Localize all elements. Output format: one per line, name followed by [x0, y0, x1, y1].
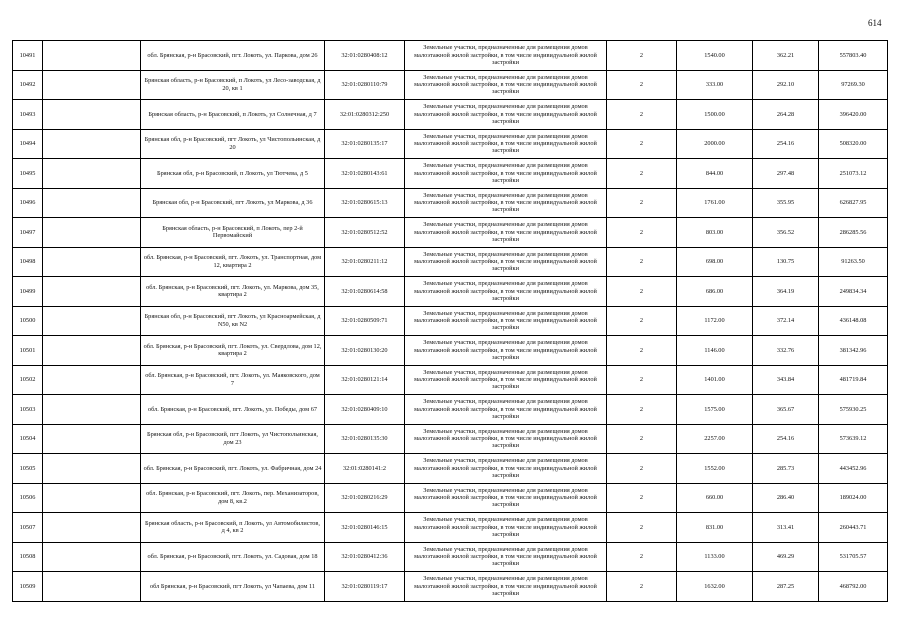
area-cell: 1172.00	[677, 306, 753, 336]
empty-cell	[43, 365, 141, 395]
specific-value-cell: 356.52	[753, 218, 819, 248]
specific-value-cell: 285.73	[753, 454, 819, 484]
category-cell: 2	[607, 277, 677, 307]
empty-cell	[43, 424, 141, 454]
empty-cell	[43, 247, 141, 277]
category-cell: 2	[607, 454, 677, 484]
empty-cell	[43, 306, 141, 336]
table-row	[13, 100, 888, 130]
row-number: 10493	[13, 100, 43, 130]
area-cell: 698.00	[677, 247, 753, 277]
address-cell: Брянская обл, р-н Брасовский, п Локоть, ул Тютчева, д 5	[141, 159, 325, 189]
row-number: 10506	[13, 483, 43, 513]
specific-value-cell: 254.16	[753, 424, 819, 454]
empty-cell	[43, 483, 141, 513]
address-cell: обл Брянская, р-н Брасовский, пгт Локоть, ул Чапаева, дом 11	[141, 572, 325, 602]
category-cell: 2	[607, 542, 677, 572]
empty-cell	[43, 513, 141, 543]
cadastral-number-cell: 32:01:0280119:17	[325, 572, 405, 602]
cadastral-number-cell: 32:01:0280130:20	[325, 336, 405, 366]
cadastral-number-cell: 32:01:0280141:2	[325, 454, 405, 484]
table-row	[13, 542, 888, 572]
specific-value-cell: 469.29	[753, 542, 819, 572]
area-cell: 1401.00	[677, 365, 753, 395]
permitted-use-cell: Земельные участки, предназначенные для размещения домов малоэтажной жилой застройки, в том числе индивидуальной жилой застройки	[405, 277, 607, 307]
permitted-use-cell: Земельные участки, предназначенные для размещения домов малоэтажной жилой застройки, в том числе индивидуальной жилой застройки	[405, 542, 607, 572]
permitted-use-cell: Земельные участки, предназначенные для размещения домов малоэтажной жилой застройки, в том числе индивидуальной жилой застройки	[405, 218, 607, 248]
cadastral-number-cell: 32:01:0280135:30	[325, 424, 405, 454]
specific-value-cell: 287.25	[753, 572, 819, 602]
specific-value-cell: 292.10	[753, 70, 819, 100]
empty-cell	[43, 188, 141, 218]
address-cell: обл. Брянская, р-н Брасовский, пгт. Локоть, ул. Паркова, дом 26	[141, 41, 325, 71]
table-row	[13, 572, 888, 602]
cadastral-value-cell: 508320.00	[819, 129, 888, 159]
category-cell: 2	[607, 336, 677, 366]
category-cell: 2	[607, 70, 677, 100]
cadastral-value-cell: 249834.34	[819, 277, 888, 307]
empty-cell	[43, 70, 141, 100]
permitted-use-cell: Земельные участки, предназначенные для размещения домов малоэтажной жилой застройки, в том числе индивидуальной жилой застройки	[405, 454, 607, 484]
empty-cell	[43, 41, 141, 71]
specific-value-cell: 297.48	[753, 159, 819, 189]
specific-value-cell: 362.21	[753, 41, 819, 71]
row-number: 10497	[13, 218, 43, 248]
cadastral-value-cell: 91263.50	[819, 247, 888, 277]
category-cell: 2	[607, 395, 677, 425]
category-cell: 2	[607, 513, 677, 543]
address-cell: обл. Брянская, р-н Брасовский, пгт. Локоть, ул. Победы, дом 67	[141, 395, 325, 425]
permitted-use-cell: Земельные участки, предназначенные для размещения домов малоэтажной жилой застройки, в том числе индивидуальной жилой застройки	[405, 159, 607, 189]
permitted-use-cell: Земельные участки, предназначенные для размещения домов малоэтажной жилой застройки, в том числе индивидуальной жилой застройки	[405, 513, 607, 543]
specific-value-cell: 332.76	[753, 336, 819, 366]
cadastral-number-cell: 32:01:0280412:36	[325, 542, 405, 572]
category-cell: 2	[607, 159, 677, 189]
table-row	[13, 513, 888, 543]
specific-value-cell: 343.84	[753, 365, 819, 395]
area-cell: 844.00	[677, 159, 753, 189]
cadastral-value-cell: 97269.30	[819, 70, 888, 100]
permitted-use-cell: Земельные участки, предназначенные для размещения домов малоэтажной жилой застройки, в том числе индивидуальной жилой застройки	[405, 365, 607, 395]
permitted-use-cell: Земельные участки, предназначенные для размещения домов малоэтажной жилой застройки, в том числе индивидуальной жилой застройки	[405, 41, 607, 71]
cadastral-value-cell: 260443.71	[819, 513, 888, 543]
specific-value-cell: 130.75	[753, 247, 819, 277]
cadastral-value-cell: 575930.25	[819, 395, 888, 425]
category-cell: 2	[607, 247, 677, 277]
specific-value-cell: 264.28	[753, 100, 819, 130]
area-cell: 1575.00	[677, 395, 753, 425]
area-cell: 1133.00	[677, 542, 753, 572]
row-number: 10500	[13, 306, 43, 336]
row-number: 10499	[13, 277, 43, 307]
address-cell: Брянская обл, р-н Брасовский, пгт Локоть, ул Чистопольинская, дом 23	[141, 424, 325, 454]
land-registry-table	[12, 40, 888, 602]
cadastral-value-cell: 531705.57	[819, 542, 888, 572]
row-number: 10491	[13, 41, 43, 71]
address-cell: обл. Брянская, р-н Брасовский, пгт. Локоть, ул. Маркова, дом 35, квартира 2	[141, 277, 325, 307]
cadastral-value-cell: 381342.96	[819, 336, 888, 366]
row-number: 10502	[13, 365, 43, 395]
permitted-use-cell: Земельные участки, предназначенные для размещения домов малоэтажной жилой застройки, в том числе индивидуальной жилой застройки	[405, 247, 607, 277]
cadastral-value-cell: 443452.96	[819, 454, 888, 484]
address-cell: Брянская область, р-н Брасовский, п Локоть, ул Автомобилистов, д 4, кв 2	[141, 513, 325, 543]
category-cell: 2	[607, 572, 677, 602]
cadastral-number-cell: 32:01:0280143:61	[325, 159, 405, 189]
area-cell: 1552.00	[677, 454, 753, 484]
address-cell: обл. Брянская, р-н Брасовский, пгт. Локоть, ул. Транспортная, дом 12, квартира 2	[141, 247, 325, 277]
table-row	[13, 70, 888, 100]
cadastral-value-cell: 557803.40	[819, 41, 888, 71]
row-number: 10494	[13, 129, 43, 159]
row-number: 10509	[13, 572, 43, 602]
cadastral-value-cell: 626827.95	[819, 188, 888, 218]
table-row	[13, 306, 888, 336]
cadastral-number-cell: 32:01:0280512:52	[325, 218, 405, 248]
specific-value-cell: 355.95	[753, 188, 819, 218]
row-number: 10498	[13, 247, 43, 277]
empty-cell	[43, 277, 141, 307]
category-cell: 2	[607, 424, 677, 454]
address-cell: обл. Брянская, р-н Брасовский, пгт. Локоть, пер. Механизаторов, дом 8, кв.2	[141, 483, 325, 513]
table-row	[13, 454, 888, 484]
permitted-use-cell: Земельные участки, предназначенные для размещения домов малоэтажной жилой застройки, в том числе индивидуальной жилой застройки	[405, 70, 607, 100]
area-cell: 1632.00	[677, 572, 753, 602]
row-number: 10507	[13, 513, 43, 543]
permitted-use-cell: Земельные участки, предназначенные для размещения домов малоэтажной жилой застройки, в том числе индивидуальной жилой застройки	[405, 129, 607, 159]
table-row	[13, 218, 888, 248]
cadastral-number-cell: 32:01:0280509:71	[325, 306, 405, 336]
address-cell: Брянская область, р-н Брасовский, п Локоть, ул Солнечная, д 7	[141, 100, 325, 130]
cadastral-number-cell: 32:01:0280216:29	[325, 483, 405, 513]
table-row	[13, 424, 888, 454]
row-number: 10492	[13, 70, 43, 100]
area-cell: 831.00	[677, 513, 753, 543]
cadastral-value-cell: 189024.00	[819, 483, 888, 513]
row-number: 10496	[13, 188, 43, 218]
empty-cell	[43, 542, 141, 572]
address-cell: Брянская обл, р-н Брасовский, пгт Локоть, ул Маркова, д 36	[141, 188, 325, 218]
table-row	[13, 129, 888, 159]
empty-cell	[43, 395, 141, 425]
permitted-use-cell: Земельные участки, предназначенные для размещения домов малоэтажной жилой застройки, в том числе индивидуальной жилой застройки	[405, 188, 607, 218]
address-cell: Брянская область, р-н Брасовский, п Локоть, ул Лесо-заводская, д 20, кв 1	[141, 70, 325, 100]
permitted-use-cell: Земельные участки, предназначенные для размещения домов малоэтажной жилой застройки, в том числе индивидуальной жилой застройки	[405, 336, 607, 366]
table-row	[13, 247, 888, 277]
cadastral-number-cell: 32:01:0280409:10	[325, 395, 405, 425]
specific-value-cell: 372.14	[753, 306, 819, 336]
row-number: 10504	[13, 424, 43, 454]
cadastral-value-cell: 436148.08	[819, 306, 888, 336]
empty-cell	[43, 454, 141, 484]
category-cell: 2	[607, 100, 677, 130]
table-row	[13, 277, 888, 307]
empty-cell	[43, 159, 141, 189]
area-cell: 1761.00	[677, 188, 753, 218]
cadastral-number-cell: 32:01:0280110:79	[325, 70, 405, 100]
category-cell: 2	[607, 218, 677, 248]
cadastral-value-cell: 481719.84	[819, 365, 888, 395]
table-body	[13, 41, 888, 602]
address-cell: Брянская обл, р-н Брасовский, пгт Локоть, ул Красноармейская, д N50, кв N2	[141, 306, 325, 336]
empty-cell	[43, 572, 141, 602]
category-cell: 2	[607, 188, 677, 218]
address-cell: обл. Брянская, р-н Брасовский, пгт. Локоть, ул. Фабричная, дом 24	[141, 454, 325, 484]
specific-value-cell: 313.41	[753, 513, 819, 543]
table-row	[13, 365, 888, 395]
area-cell: 803.00	[677, 218, 753, 248]
row-number: 10501	[13, 336, 43, 366]
cadastral-value-cell: 468792.00	[819, 572, 888, 602]
page-number: 614	[868, 18, 882, 28]
row-number: 10505	[13, 454, 43, 484]
area-cell: 333.00	[677, 70, 753, 100]
category-cell: 2	[607, 483, 677, 513]
area-cell: 2000.00	[677, 129, 753, 159]
empty-cell	[43, 218, 141, 248]
table-row	[13, 483, 888, 513]
address-cell: обл. Брянская, р-н Брасовский, пгт. Локоть, ул. Свердлова, дом 12, квартира 2	[141, 336, 325, 366]
category-cell: 2	[607, 306, 677, 336]
permitted-use-cell: Земельные участки, предназначенные для размещения домов малоэтажной жилой застройки, в том числе индивидуальной жилой застройки	[405, 306, 607, 336]
cadastral-value-cell: 251073.12	[819, 159, 888, 189]
area-cell: 1540.00	[677, 41, 753, 71]
specific-value-cell: 364.19	[753, 277, 819, 307]
category-cell: 2	[607, 129, 677, 159]
address-cell: Брянская область, р-н Брасовский, п Локоть, пер 2-й Первомайский	[141, 218, 325, 248]
category-cell: 2	[607, 365, 677, 395]
address-cell: обл. Брянская, р-н Брасовский, пгт. Локоть, ул. Маяковского, дом 7	[141, 365, 325, 395]
cadastral-number-cell: 32:01:0280146:15	[325, 513, 405, 543]
table-row	[13, 188, 888, 218]
cadastral-value-cell: 286285.56	[819, 218, 888, 248]
specific-value-cell: 286.40	[753, 483, 819, 513]
permitted-use-cell: Земельные участки, предназначенные для размещения домов малоэтажной жилой застройки, в том числе индивидуальной жилой застройки	[405, 483, 607, 513]
table-row	[13, 41, 888, 71]
category-cell: 2	[607, 41, 677, 71]
area-cell: 2257.00	[677, 424, 753, 454]
cadastral-number-cell: 32:01:0280615:13	[325, 188, 405, 218]
empty-cell	[43, 129, 141, 159]
cadastral-number-cell: 32:01:0280614:58	[325, 277, 405, 307]
row-number: 10495	[13, 159, 43, 189]
empty-cell	[43, 100, 141, 130]
table-row	[13, 395, 888, 425]
cadastral-number-cell: 32:01:0280408:12	[325, 41, 405, 71]
permitted-use-cell: Земельные участки, предназначенные для размещения домов малоэтажной жилой застройки, в том числе индивидуальной жилой застройки	[405, 395, 607, 425]
cadastral-number-cell: 32:01:0280211:12	[325, 247, 405, 277]
cadastral-number-cell: 32:01:0280312:250	[325, 100, 405, 130]
area-cell: 1500.00	[677, 100, 753, 130]
address-cell: Брянская обл, р-н Брасовский, пгт Локоть, ул Чистопольинская, д 20	[141, 129, 325, 159]
specific-value-cell: 365.67	[753, 395, 819, 425]
permitted-use-cell: Земельные участки, предназначенные для размещения домов малоэтажной жилой застройки, в том числе индивидуальной жилой застройки	[405, 572, 607, 602]
cadastral-number-cell: 32:01:0280135:17	[325, 129, 405, 159]
table-row	[13, 336, 888, 366]
area-cell: 660.00	[677, 483, 753, 513]
permitted-use-cell: Земельные участки, предназначенные для размещения домов малоэтажной жилой застройки, в том числе индивидуальной жилой застройки	[405, 100, 607, 130]
cadastral-value-cell: 573639.12	[819, 424, 888, 454]
row-number: 10503	[13, 395, 43, 425]
table-row	[13, 159, 888, 189]
address-cell: обл. Брянская, р-н Брасовский, пгт. Локоть, ул. Садовая, дом 18	[141, 542, 325, 572]
row-number: 10508	[13, 542, 43, 572]
empty-cell	[43, 336, 141, 366]
permitted-use-cell: Земельные участки, предназначенные для размещения домов малоэтажной жилой застройки, в том числе индивидуальной жилой застройки	[405, 424, 607, 454]
cadastral-number-cell: 32:01:0280121:14	[325, 365, 405, 395]
area-cell: 1146.00	[677, 336, 753, 366]
specific-value-cell: 254.16	[753, 129, 819, 159]
cadastral-value-cell: 396420.00	[819, 100, 888, 130]
area-cell: 686.00	[677, 277, 753, 307]
